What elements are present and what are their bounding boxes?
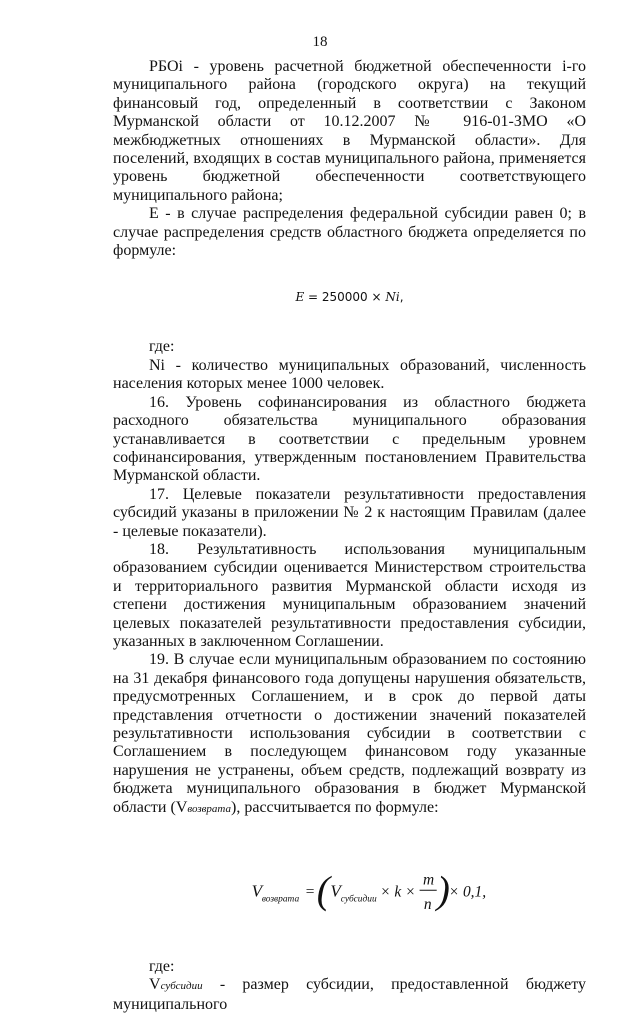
- formula-e-lhs: E: [295, 290, 305, 305]
- formula-rparen: ): [436, 868, 450, 913]
- formula-v2-sub: субсидии: [340, 894, 377, 905]
- formula-v-sub: возврата: [261, 894, 300, 905]
- paragraph-19: 19. В случае если муниципальным образованием по состоянию на 31 декабря финансового года допущены нарушения обязательств, предусмотренных Соглашением, и в срок до первой даты представления отчетности о достижении значений показателей результативности использования субсидии в соответствии с Соглашением в последующем финансовом году указанные нарушения не устранены, объем средств, подлежащий возврату из бюджета муниципального образования в бюджет Мурманской области (Vвозврата), рассчитывается по формуле:: [113, 651, 586, 816]
- paragraph-17: 17. Целевые показатели результативности предоставления субсидий указаны в приложении № 2 к настоящим Правилам (далее - целевые показатели).: [113, 485, 586, 540]
- page-number: 18: [312, 34, 328, 50]
- formula-v-return: [113, 838, 586, 948]
- formula-e-tail: ,: [399, 290, 404, 305]
- v-subsidy-subscript: субсидии: [160, 980, 203, 993]
- formula-m: m: [423, 871, 435, 889]
- formula-e-rhs: = 250000 ×: [304, 290, 386, 305]
- formula-v-return-svg: [233, 862, 493, 922]
- formula-tail: × 0,1,: [448, 883, 487, 901]
- formula-v2: V: [330, 881, 341, 901]
- where-label-1: где:: [149, 338, 175, 356]
- formula-v: V: [251, 881, 263, 901]
- paragraph-18: 18. Результативность использования муниципальным образованием субсидии оценивается Министерством строительства и территориального развития Мурманской области исходя из степени достижения муниципальным образованием значений целевых показателей результативности предоставления субсидии, указанных в заключенном Соглашении.: [113, 540, 586, 650]
- where-label-2: где:: [149, 958, 175, 976]
- formula-eq: =: [304, 883, 316, 901]
- formula-n: n: [423, 896, 432, 914]
- paragraph-rbo: РБОi - уровень расчетной бюджетной обеспеченности i-го муниципального района (городского округа) на текущий финансовый год, определенный в соответствии с Законом Мурманской области от 10.12.2007 № 916-01-ЗМО «О межбюджетных отношениях в Мурманской области». Для поселений, входящих в состав муниципального района, применяется уровень бюджетной обеспеченности соответствующего муниципального района;: [113, 58, 586, 204]
- formula-e: [113, 290, 586, 304]
- document-body: [113, 58, 586, 1014]
- paragraph-16: 16. Уровень софинансирования из областного бюджета расходного обязательства муниципального образования устанавливается в соответствии с предельным уровнем софинансирования, утвержденным постановлением Правительства Мурманской области.: [113, 393, 586, 485]
- paragraph-v-subsidy: Vсубсидии - размер субсидии, предоставленной бюджету муниципального: [113, 976, 586, 1013]
- formula-e-var: Ni: [385, 290, 400, 305]
- formula-times-k: × k ×: [380, 883, 416, 901]
- v-return-subscript: возврата: [187, 802, 232, 815]
- formula-lparen: (: [316, 868, 330, 913]
- paragraph-ni: Ni - количество муниципальных образований, численность населения которых менее 1000 человек.: [113, 356, 586, 393]
- paragraph-e-definition: Е - в случае распределения федеральной субсидии равен 0; в случае распределения средств областного бюджета определяется по формуле:: [113, 205, 586, 260]
